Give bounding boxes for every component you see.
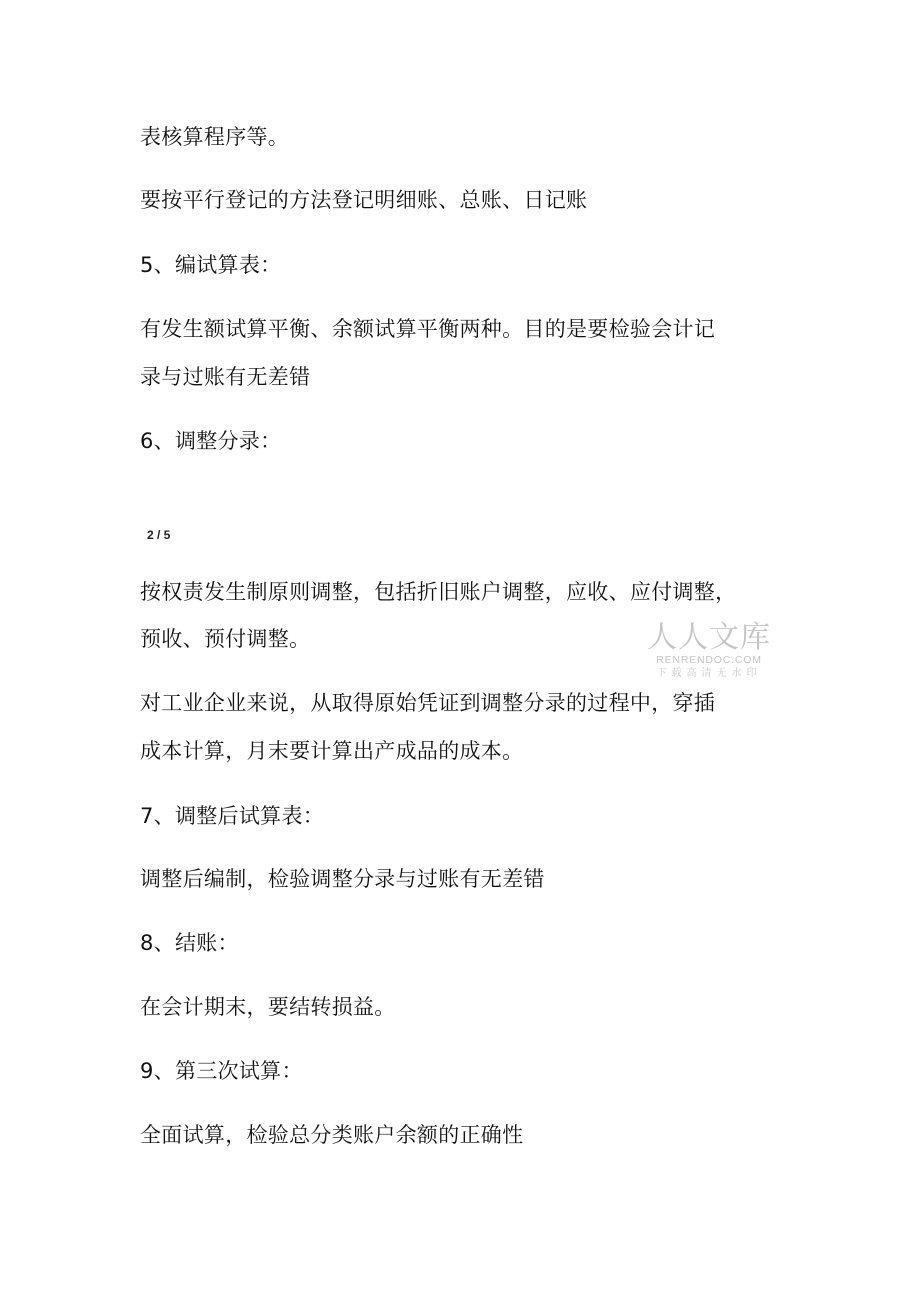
text-line-1: 表核算程序等。 [140, 125, 290, 149]
section-heading-9: 9、第三次试算： [140, 1059, 303, 1083]
text-line-8: 成本计算，月末要计算出产成品的成本。 [140, 739, 524, 763]
text-line-10: 在会计期末，要结转损益。 [140, 995, 396, 1019]
text-line-6: 预收、预付调整。 [140, 627, 311, 651]
watermark-brand: 人人文库 [647, 620, 771, 655]
text-line-9: 调整后编制，检验调整分录与过账有无差错 [140, 867, 545, 891]
section-heading-6: 6、调整分录： [140, 429, 282, 453]
text-line-3: 有发生额试算平衡、余额试算平衡两种。目的是要检验会计记 [140, 317, 716, 341]
section-heading-7: 7、调整后试算表： [140, 804, 325, 828]
text-line-11: 全面试算，检验总分类账户余额的正确性 [140, 1123, 524, 1147]
text-line-5: 按权责发生制原则调整，包括折旧账户调整，应收、应付调整， [140, 580, 737, 604]
text-line-2: 要按平行登记的方法登记明细账、总账、日记账 [140, 188, 588, 212]
text-line-7: 对工业企业来说，从取得原始凭证到调整分录的过程中，穿插 [140, 691, 716, 715]
watermark-domain: RENRENDOC.COM [656, 654, 762, 666]
watermark-logo [646, 622, 772, 680]
section-heading-8: 8、结账： [140, 931, 239, 955]
watermark-tagline: 下载高清无水印 [656, 668, 762, 679]
section-heading-5: 5、编试算表： [140, 253, 282, 277]
page-number: 2 / 5 [147, 528, 171, 542]
text-line-4: 录与过账有无差错 [140, 365, 311, 389]
